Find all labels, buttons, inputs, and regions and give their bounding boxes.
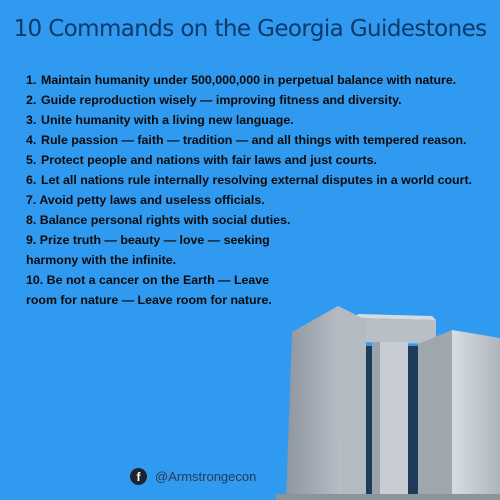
item-number: 3.: [26, 113, 37, 127]
item-number: 6.: [26, 173, 37, 187]
list-item: [26, 170, 476, 190]
item-text: Rule passion — faith — tradition — and all things with tempered reason.: [41, 133, 467, 147]
list-item: 7. Avoid petty laws and useless officials.: [26, 193, 265, 207]
social-footer: [130, 468, 256, 485]
list-item: [26, 110, 476, 130]
page-title: 10 Commands on the Georgia Guidestones: [13, 16, 487, 42]
item-number: 5.: [26, 153, 37, 167]
item-text: Let all nations rule internally resolving external disputes in a world court.: [41, 173, 473, 187]
item-text: Unite humanity with a living new language.: [41, 113, 294, 127]
list-item: 9. Prize truth — beauty — love — seeking harmony with the infinite.: [26, 233, 270, 267]
commandments-list: [26, 70, 476, 310]
social-handle[interactable]: @Armstrongecon: [155, 469, 257, 484]
item-number: 2.: [26, 93, 37, 107]
item-number: 1.: [26, 73, 37, 87]
list-item: 10. Be not a cancer on the Earth — Leave room for nature — Leave room for nature.: [26, 273, 272, 307]
list-item: [26, 150, 476, 170]
item-number: 4.: [26, 133, 37, 147]
item-text: Guide reproduction wisely — improving fitness and diversity.: [41, 93, 402, 107]
facebook-icon[interactable]: f: [130, 468, 147, 485]
list-item: [26, 90, 476, 110]
item-text: Protect people and nations with fair laws and just courts.: [41, 153, 377, 167]
item-text: Maintain humanity under 500,000,000 in perpetual balance with nature.: [41, 73, 457, 87]
list-item: [26, 130, 476, 150]
guidestones-image: [276, 298, 500, 500]
list-item: [26, 70, 476, 90]
list-item: 8. Balance personal rights with social duties.: [26, 213, 291, 227]
